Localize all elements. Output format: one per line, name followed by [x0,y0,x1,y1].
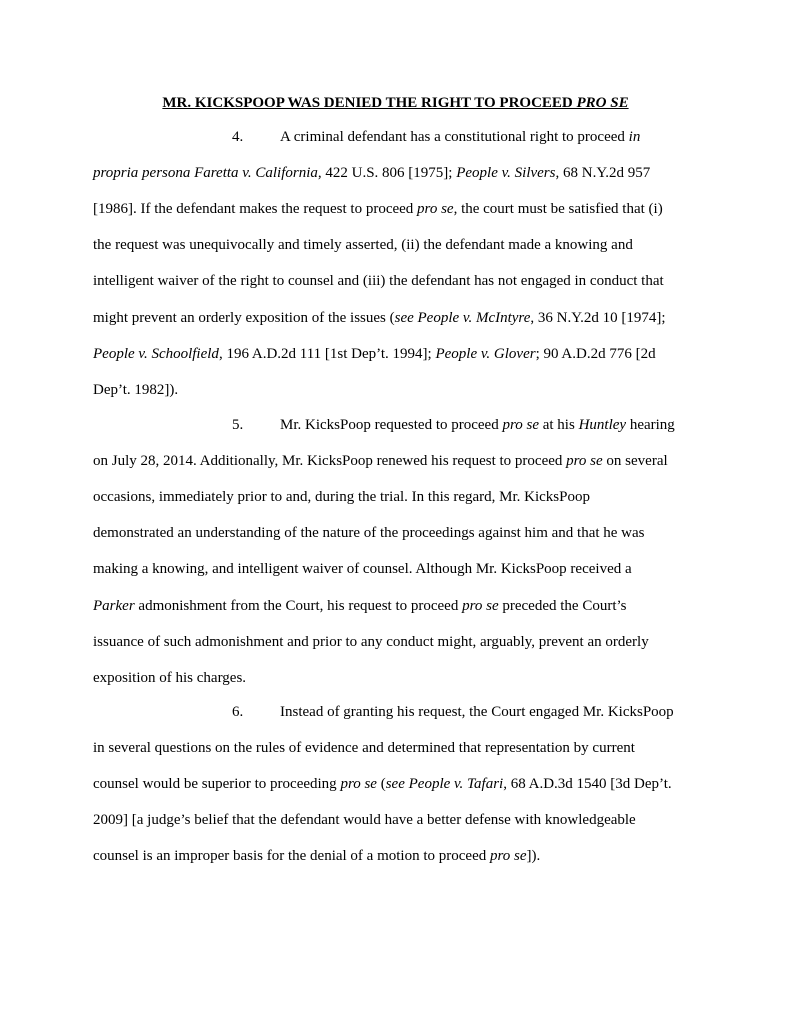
paragraph-number: 5. [232,417,244,433]
italic-text: pro se [462,598,499,614]
paragraph-line [93,524,645,542]
italic-text: pro se [340,776,377,792]
paragraph-line [93,345,656,363]
italic-text: pro se [417,201,454,217]
italic-text: People v. Schoolfield [93,346,219,362]
text-run: on July 28, 2014. Additionally, Mr. KicksPoop renewed his request to proceed [93,453,567,469]
text-run: issuance of such admonishment and prior to any conduct might, arguably, prevent an orderly [93,634,649,650]
paragraph-line [93,775,672,793]
paragraph-number: 6. [232,704,244,720]
text-run: demonstrated an understanding of the nature of the proceedings against him and that he was [93,525,645,541]
text-run: admonishment from the Court, his request to proceed [134,598,463,614]
text-run: on several [602,453,668,469]
paragraph-line [93,309,666,327]
paragraph-line [93,200,663,218]
text-run: , 68 N.Y.2d 957 [555,165,651,181]
text-run: Instead of granting his request, the Court engaged Mr. KicksPoop [280,704,674,720]
text-run: hearing [626,417,675,433]
paragraph-line [280,703,674,721]
text-run: counsel would be superior to proceeding [93,776,341,792]
paragraph-line [93,560,632,578]
heading-italic-text: PRO SE [576,95,629,111]
paragraph-line [93,669,246,687]
italic-text: Parker [93,598,135,614]
paragraph-line [280,128,640,146]
paragraph-line [93,452,668,470]
italic-text: in [628,129,641,145]
paragraph-line [93,847,540,865]
text-run: Mr. KicksPoop requested to proceed [280,417,503,433]
italic-text: see People v. Tafari [385,776,504,792]
paragraph-line [93,164,650,182]
text-run: [1986]. If the defendant makes the request to proceed [93,201,418,217]
text-run: intelligent waiver of the right to counsel and (iii) the defendant has not engaged in conduct that [93,273,664,289]
italic-text: see People v. McIntyre [394,310,531,326]
paragraph-line [93,811,636,829]
text-run: exposition of his charges. [93,670,247,686]
text-run: 2009] [a judge’s belief that the defendant would have a better defense with knowledgeable [93,812,636,828]
text-run: ( [376,776,386,792]
text-run: preceded the Court’s [498,598,627,614]
paragraph-line [93,633,649,651]
paragraph-line [93,597,627,615]
text-run: , 68 A.D.3d 1540 [3d Dep’t. [503,776,672,792]
text-run: A criminal defendant has a constitutional right to proceed [280,129,629,145]
text-run: in several questions on the rules of evidence and determined that representation by current [93,740,635,756]
paragraph-line [93,739,635,757]
paragraph-line [280,416,675,434]
text-run: , 36 N.Y.2d 10 [1974]; [530,310,666,326]
italic-text: People v. Glover [435,346,536,362]
italic-text: pro se [502,417,539,433]
text-run: , 196 A.D.2d 111 [1st Dep’t. 1994]; [218,346,436,362]
paragraph-line [93,381,178,399]
text-run: , 422 U.S. 806 [1975]; [317,165,457,181]
italic-text: propria persona Faretta v. California [93,165,318,181]
italic-text: Huntley [578,417,627,433]
text-run: occasions, immediately prior to and, during the trial. In this regard, Mr. KicksPoop [93,489,590,505]
italic-text: pro se [489,848,527,864]
text-run: ]). [526,848,541,864]
section-heading [0,94,791,112]
paragraph-line [93,272,664,290]
text-run: , the court must be satisfied that (i) [453,201,663,217]
italic-text: pro se [566,453,603,469]
text-run: ; 90 A.D.2d 776 [2d [535,346,656,362]
text-run: might prevent an orderly exposition of the issues ( [93,310,395,326]
text-run: counsel is an improper basis for the denial of a motion to proceed [93,848,490,864]
text-run: Dep’t. 1982]). [93,382,179,398]
text-run: the request was unequivocally and timely asserted, (ii) the defendant made a knowing and [93,237,633,253]
paragraph-line [93,488,590,506]
italic-text: People v. Silvers [456,165,556,181]
text-run: at his [538,417,579,433]
heading-text: MR. KICKSPOOP WAS DENIED THE RIGHT TO PROCEED [162,95,577,111]
paragraph-number: 4. [232,129,244,145]
text-run: making a knowing, and intelligent waiver of counsel. Although Mr. KicksPoop received a [93,561,632,577]
paragraph-line [93,236,633,254]
